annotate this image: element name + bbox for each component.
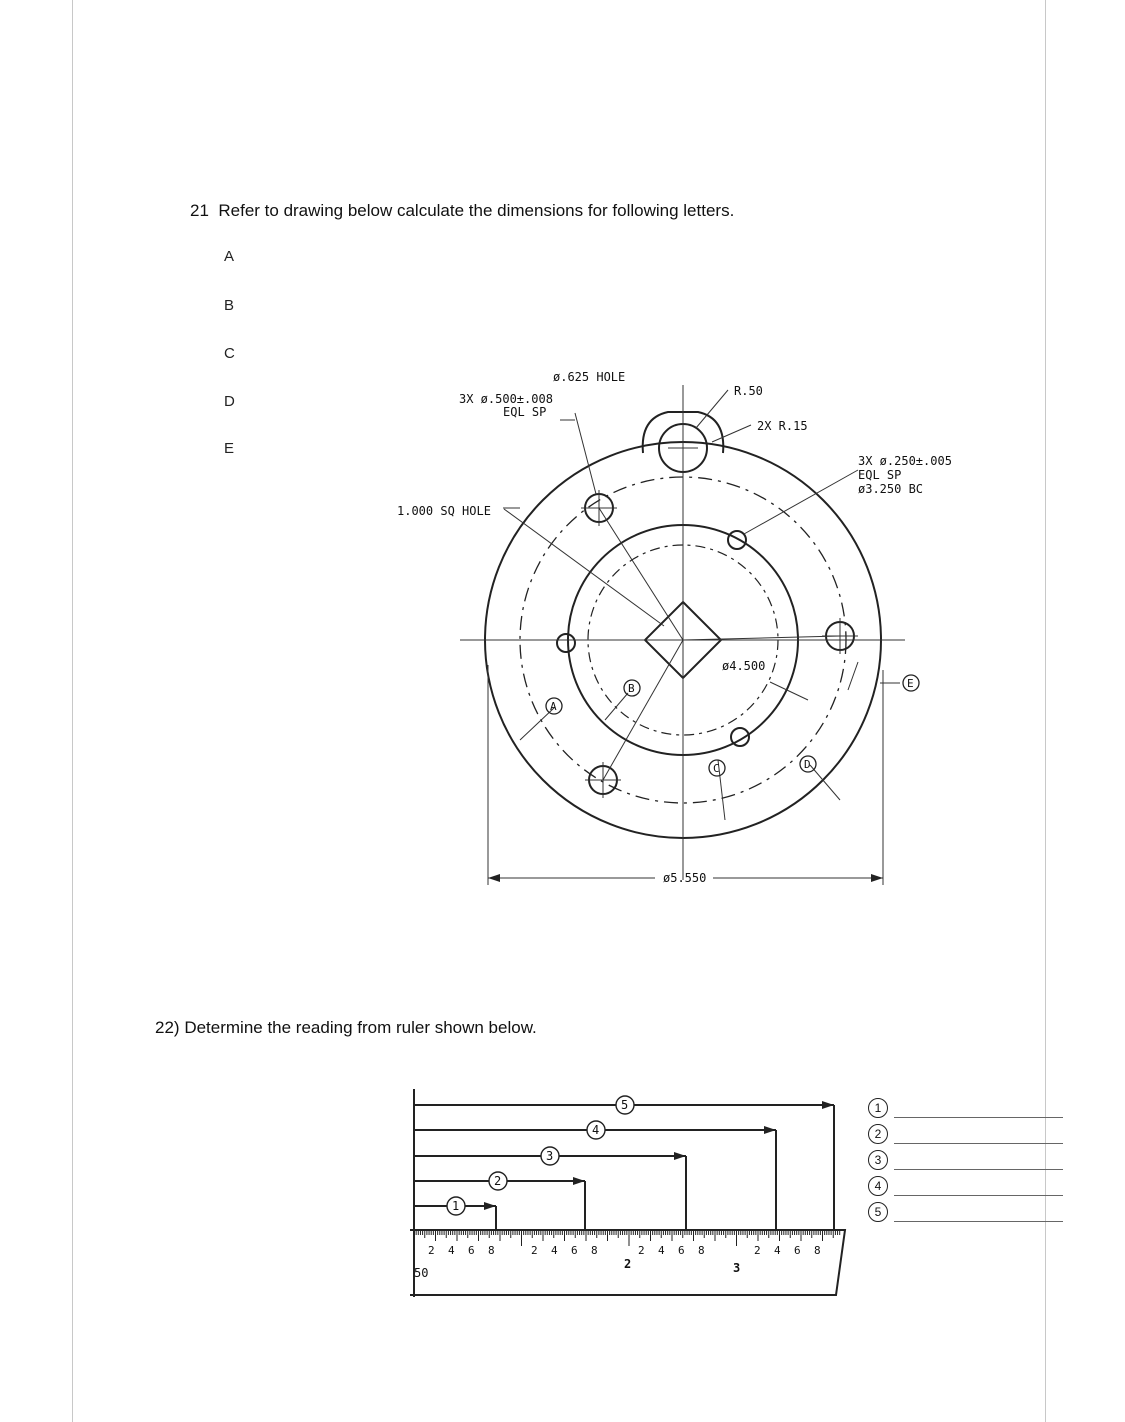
ruler-figure xyxy=(400,1085,860,1310)
question-22 xyxy=(155,1018,537,1038)
small-hole-left xyxy=(557,634,575,652)
answer-blank-3[interactable] xyxy=(894,1155,1063,1170)
answer-lines xyxy=(868,1092,1063,1222)
ruler-marker-2: 2 xyxy=(494,1174,502,1188)
ruler-minor-label-7: 6 xyxy=(571,1244,578,1257)
question-21-number: 21 xyxy=(190,201,209,220)
ruler-minor-label-13: 2 xyxy=(754,1244,761,1257)
ruler-minor-label-2: 4 xyxy=(448,1244,455,1257)
marker-a: A xyxy=(550,700,557,713)
dimension-4500: ø4.500 xyxy=(722,659,766,673)
question-22-text: Determine the reading from ruler shown below. xyxy=(184,1018,537,1037)
ruler-scale-label: 50 xyxy=(414,1266,429,1280)
answer-row-3 xyxy=(868,1144,1063,1170)
ruler-major-label-2: 2 xyxy=(624,1257,632,1271)
ruler-minor-label-9: 2 xyxy=(638,1244,645,1257)
answer-number-5: 5 xyxy=(868,1202,888,1222)
callout-3x500-line2: EQL SP xyxy=(503,405,547,419)
callout-2x-r15: 2X R.15 xyxy=(757,419,808,433)
letter-c: C xyxy=(224,345,235,362)
callout-3x250-line1: 3X ø.250±.005 xyxy=(858,454,952,468)
letter-b: B xyxy=(224,297,235,314)
answer-blank-2[interactable] xyxy=(894,1129,1063,1144)
callout-r50: R.50 xyxy=(734,384,763,398)
letter-d: D xyxy=(224,393,235,410)
ruler-marker-1: 1 xyxy=(452,1199,460,1213)
answer-row-2 xyxy=(868,1118,1063,1144)
answer-blank-4[interactable] xyxy=(894,1181,1063,1196)
question-21-text: Refer to drawing below calculate the dimensions for following letters. xyxy=(218,201,735,220)
small-hole-upper xyxy=(728,531,746,549)
callout-625-hole: ø.625 HOLE xyxy=(553,370,626,384)
ruler-marker-5: 5 xyxy=(621,1098,629,1112)
ruler-marker-4: 4 xyxy=(592,1123,600,1137)
ruler-major-label-3: 3 xyxy=(733,1261,741,1275)
ruler-minor-label-1: 2 xyxy=(428,1244,435,1257)
answer-row-5 xyxy=(868,1196,1063,1222)
ruler-minor-label-4: 8 xyxy=(488,1244,495,1257)
question-22-number: 22) xyxy=(155,1018,180,1037)
answer-number-4: 4 xyxy=(868,1176,888,1196)
answer-row-4 xyxy=(868,1170,1063,1196)
answer-number-1: 1 xyxy=(868,1098,888,1118)
answer-blank-5[interactable] xyxy=(894,1207,1063,1222)
ruler-minor-label-15: 6 xyxy=(794,1244,801,1257)
ruler-minor-label-6: 4 xyxy=(551,1244,558,1257)
answer-number-3: 3 xyxy=(868,1150,888,1170)
ruler-marker-3: 3 xyxy=(546,1149,554,1163)
answer-row-1 xyxy=(868,1092,1063,1118)
dimension-5550: ø5.550 xyxy=(663,871,707,885)
answer-blank-1[interactable] xyxy=(894,1103,1063,1118)
marker-e: E xyxy=(907,677,914,690)
answer-number-2: 2 xyxy=(868,1124,888,1144)
ruler-minor-label-3: 6 xyxy=(468,1244,475,1257)
callout-square-hole: 1.000 SQ HOLE xyxy=(397,504,491,518)
letter-a: A xyxy=(224,248,235,265)
callout-3x500-line1: 3X ø.500±.008 xyxy=(459,392,553,406)
ruler-minor-label-8: 8 xyxy=(591,1244,598,1257)
ruler-minor-label-14: 4 xyxy=(774,1244,781,1257)
marker-b: B xyxy=(628,682,635,695)
ruler-minor-label-10: 4 xyxy=(658,1244,665,1257)
letter-e: E xyxy=(224,440,235,457)
callout-3x250-line2: EQL SP xyxy=(858,468,902,482)
ruler-minor-label-16: 8 xyxy=(814,1244,821,1257)
marker-d: D xyxy=(804,758,811,771)
ruler-minor-label-12: 8 xyxy=(698,1244,705,1257)
ruler-minor-label-5: 2 xyxy=(531,1244,538,1257)
callout-3x250-line3: ø3.250 BC xyxy=(858,482,924,496)
marker-c: C xyxy=(713,762,720,775)
ruler-minor-label-11: 6 xyxy=(678,1244,685,1257)
